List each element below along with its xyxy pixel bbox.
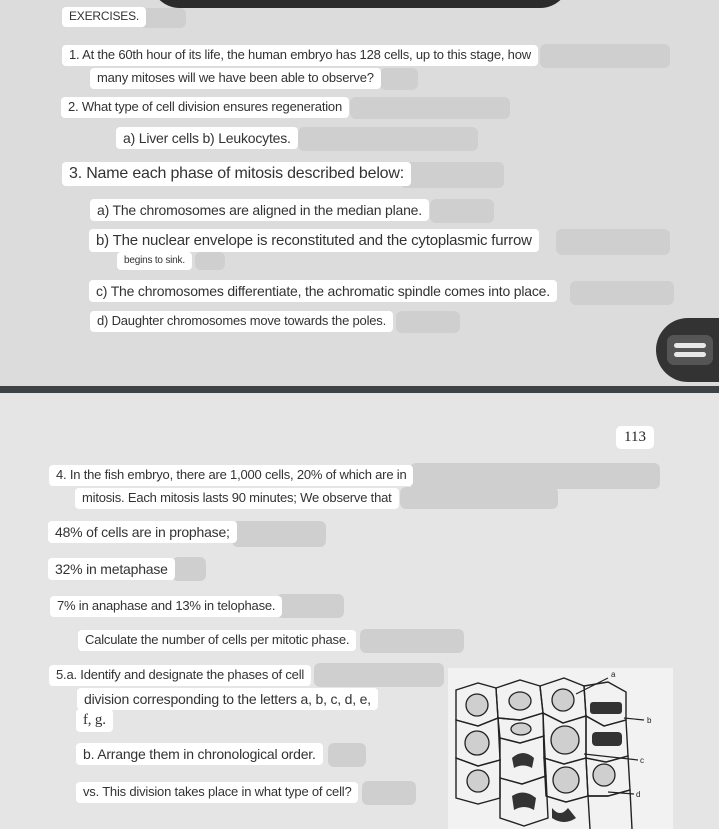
ghost-block: [410, 463, 660, 489]
question-4-line-1: 4. In the fish embryo, there are 1,000 cells, 20% of which are in: [49, 465, 413, 486]
ghost-block: [314, 663, 444, 687]
question-5a-line-1: 5.a. Identify and designate the phases of cell: [49, 665, 311, 686]
question-3-b-line-2: begins to sink.: [117, 252, 192, 270]
ghost-block: [570, 281, 674, 305]
ghost-block: [232, 521, 326, 547]
cell-outline: [588, 790, 632, 829]
ghost-block: [430, 199, 494, 223]
figure-label-a: a: [611, 670, 616, 679]
ghost-block: [360, 629, 464, 653]
page-number: 113: [616, 426, 654, 449]
question-5c: vs. This division takes place in what type of cell?: [76, 782, 358, 803]
ghost-block: [380, 68, 418, 90]
question-3-d: d) Daughter chromosomes move towards the poles.: [90, 311, 393, 332]
label-pointer: [624, 718, 644, 720]
question-4-anaphase-telophase: 7% in anaphase and 13% in telophase.: [50, 596, 282, 617]
label-pointer: [576, 678, 608, 694]
ghost-block: [328, 743, 366, 767]
question-2: 2. What type of cell division ensures regeneration: [61, 97, 349, 118]
question-3-b-line-1: b) The nuclear envelope is reconstituted and the cytoplasmic furrow: [89, 229, 539, 252]
cell-nucleus: [553, 767, 579, 793]
ghost-block: [556, 229, 670, 255]
question-5b: b. Arrange them in chronological order.: [76, 743, 323, 765]
figure-label-c: c: [640, 756, 644, 765]
mitosis-cells-drawing: [448, 668, 673, 829]
question-1-line-2: many mitoses will we have been able to observe?: [90, 68, 381, 89]
scroll-handle[interactable]: [656, 318, 719, 382]
ghost-block: [195, 252, 225, 270]
question-3-a: a) The chromosomes are aligned in the median plane.: [90, 199, 429, 221]
question-2-options: a) Liver cells b) Leukocytes.: [116, 127, 298, 149]
question-4-prophase: 48% of cells are in prophase;: [48, 521, 237, 543]
mitosis-figure: [448, 668, 673, 829]
question-3-c: c) The chromosomes differentiate, the achromatic spindle comes into place.: [89, 280, 557, 302]
question-4-task: Calculate the number of cells per mitotic phase.: [78, 630, 356, 651]
cell-nucleus: [465, 731, 489, 755]
question-5a-line-2: division corresponding to the letters a, b, c, d, e,: [77, 688, 378, 710]
cell-nucleus: [511, 723, 531, 735]
question-4-metaphase: 32% in metaphase: [48, 558, 175, 580]
ghost-block: [350, 97, 510, 119]
cell-nucleus: [551, 726, 579, 754]
chromosome-plate: [590, 702, 622, 714]
question-5a-line-3: f, g.: [76, 709, 113, 732]
exercises-header: EXERCISES.: [62, 7, 146, 27]
figure-label-d: d: [636, 790, 641, 799]
cell-nucleus: [466, 694, 488, 716]
ghost-block: [298, 127, 478, 151]
cell-nucleus: [593, 764, 615, 786]
ghost-block: [540, 44, 670, 68]
chromosome-group: [552, 808, 576, 822]
page-divider: [0, 386, 719, 393]
question-1-line-1: 1. At the 60th hour of its life, the human embryo has 128 cells, up to this stage, how: [62, 45, 538, 66]
question-4-line-2: mitosis. Each mitosis lasts 90 minutes; We observe that: [75, 488, 399, 509]
ghost-block: [276, 594, 344, 618]
ghost-block: [362, 781, 416, 805]
cell-nucleus: [509, 692, 531, 710]
ghost-block: [140, 8, 186, 28]
ghost-block: [396, 311, 460, 333]
question-3: 3. Name each phase of mitosis described below:: [62, 162, 411, 186]
ghost-block: [400, 487, 558, 509]
chromosome-group: [512, 753, 534, 768]
top-notch-bar: [150, 0, 570, 8]
menu-icon: [667, 335, 713, 365]
cell-nucleus: [467, 770, 489, 792]
cell-nucleus: [552, 689, 574, 711]
ghost-block: [400, 162, 504, 188]
top-page: [0, 0, 719, 386]
figure-label-b: b: [647, 716, 652, 725]
chromosome-group: [512, 792, 536, 810]
ghost-block: [172, 557, 206, 581]
chromosome-plate: [592, 732, 622, 746]
